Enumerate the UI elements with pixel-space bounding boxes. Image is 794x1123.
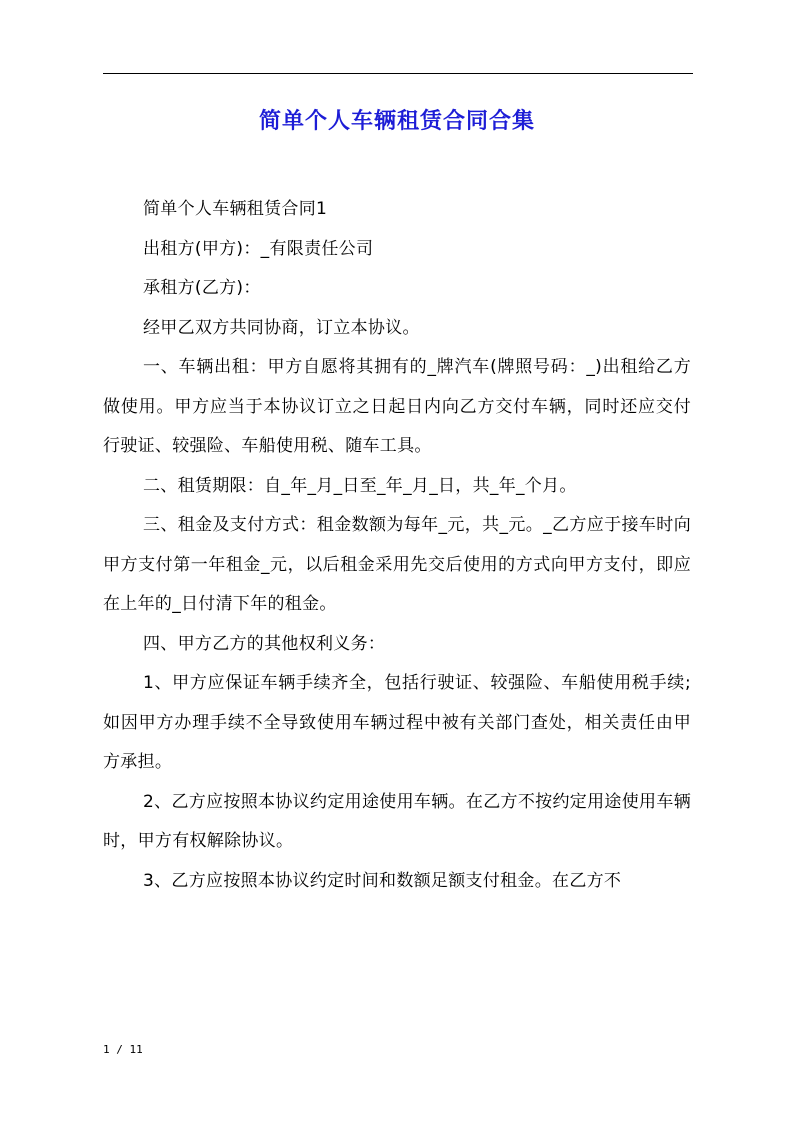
paragraph-clause-1: 一、车辆出租：甲方自愿将其拥有的_牌汽车(牌照号码：_)出租给乙方做使用。甲方应当于本协议订立之日起日内向乙方交付车辆，同时还应交付行驶证、较强险、车船使用税、随车工具。 — [103, 357, 691, 456]
paragraph-lessee: 承租方(乙方)： — [143, 278, 261, 298]
paragraph-clause-2: 二、租赁期限：自_年_月_日至_年_月_日，共_年_个月。 — [143, 475, 577, 496]
paragraph-subclause-1: 1、甲方应保证车辆手续齐全，包括行驶证、较强险、车船使用税手续;如因甲方办理手续不全导致使用车辆过程中被有关部门查处，相关责任由甲方承担。 — [103, 673, 691, 772]
paragraph-subclause-2: 2、乙方应按照本协议约定用途使用车辆。在乙方不按约定用途使用车辆时，甲方有权解除协议。 — [103, 791, 691, 851]
paragraph-lessor: 出租方(甲方)：_有限责任公司 — [143, 238, 374, 259]
page-number: 1 / 11 — [103, 1043, 143, 1056]
header-rule — [103, 73, 693, 74]
paragraph-clause-3: 三、租金及支付方式：租金数额为每年_元，共_元。_乙方应于接车时向甲方支付第一年租金_元，以后租金采用先交后使用的方式向甲方支付，即应在上年的_日付清下年的租金。 — [103, 515, 691, 614]
paragraph-clause-4: 四、甲方乙方的其他权利义务： — [143, 633, 386, 654]
paragraph-subclause-3: 3、乙方应按照本协议约定时间和数额足额支付租金。在乙方不 — [143, 870, 622, 891]
paragraph-agreement-intro: 经甲乙双方共同协商，订立本协议。 — [143, 317, 420, 338]
document-body — [103, 190, 691, 901]
paragraph-contract-heading: 简单个人车辆租赁合同1 — [143, 199, 328, 219]
document-title: 简单个人车辆租赁合同合集 — [258, 109, 535, 134]
